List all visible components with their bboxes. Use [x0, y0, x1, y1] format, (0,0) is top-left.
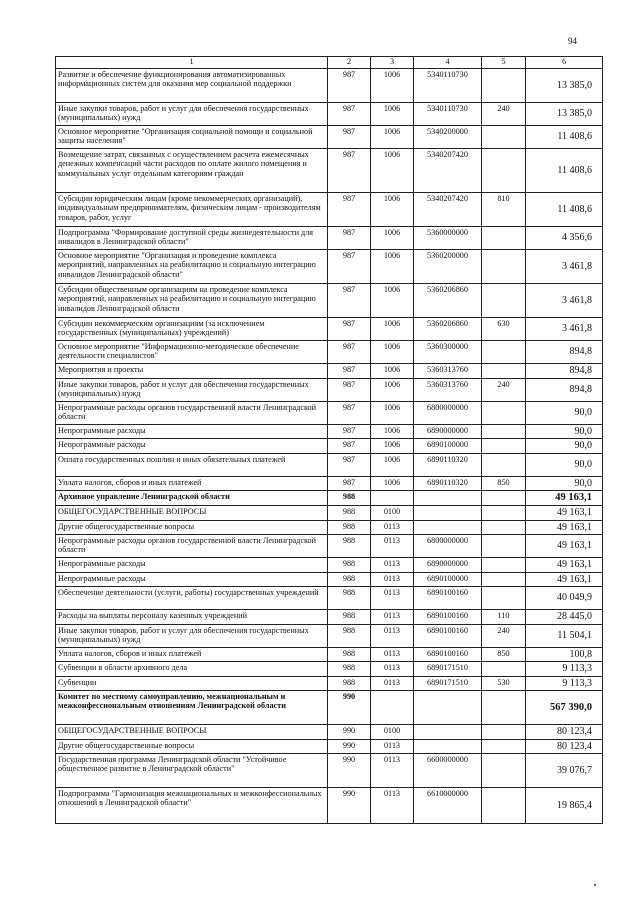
row-target-cell: 5360206860 [414, 284, 482, 318]
row-section-cell: 0113 [371, 624, 414, 647]
row-name-cell: ОБЩЕГОСУДАРСТВЕННЫЕ ВОПРОСЫ [56, 506, 328, 521]
row-name-cell: Субсидии общественным организациям на проведение комплекса мероприятий, направленных на реабилитацию и социальную интеграцию инвалидов Ленинградской области [56, 284, 328, 318]
table-row [56, 341, 603, 364]
row-code-cell: 990 [328, 739, 371, 754]
row-code-cell: 987 [328, 149, 371, 193]
row-type-cell: 110 [482, 610, 526, 625]
row-type-cell [482, 691, 526, 725]
row-name-cell: Субвенции в области архивного дела [56, 662, 328, 677]
row-section-cell [371, 491, 414, 506]
table-row [56, 535, 603, 558]
row-amount-cell: 567 390,0 [526, 691, 603, 725]
row-target-cell [414, 691, 482, 725]
row-code-cell: 987 [328, 250, 371, 284]
row-type-cell: 240 [482, 103, 526, 126]
row-code-cell: 987 [328, 439, 371, 454]
row-name-cell: Комитет по местному самоуправлению, межнациональным и межконфессиональным отношениям Ленинградской области [56, 691, 328, 725]
row-section-cell [371, 691, 414, 725]
row-type-cell [482, 149, 526, 193]
row-section-cell: 0113 [371, 739, 414, 754]
row-name-cell: Основное мероприятие "Информационно-методическое обеспечение деятельности специалистов" [56, 341, 328, 364]
row-amount-cell: 11 408,6 [526, 193, 603, 227]
row-code-cell: 987 [328, 126, 371, 149]
row-target-cell: 5360313760 [414, 364, 482, 379]
row-type-cell: 530 [482, 676, 526, 691]
row-amount-cell: 90,0 [526, 424, 603, 439]
row-name-cell: Непрограммные расходы [56, 439, 328, 454]
row-code-cell: 988 [328, 587, 371, 610]
table-row [56, 587, 603, 610]
row-amount-cell: 11 504,1 [526, 624, 603, 647]
row-target-cell: 5360206860 [414, 318, 482, 341]
table-row [56, 691, 603, 725]
row-name-cell: Основное мероприятие "Организация и проведение комплекса мероприятий, направленных на реабилитацию и социальную интеграцию инвалидов Ленинградской области" [56, 250, 328, 284]
table-row [56, 126, 603, 149]
row-section-cell: 1006 [371, 401, 414, 424]
table-row [56, 558, 603, 573]
row-amount-cell: 9 113,3 [526, 676, 603, 691]
row-code-cell: 988 [328, 558, 371, 573]
row-section-cell: 1006 [371, 341, 414, 364]
table-row [56, 193, 603, 227]
row-type-cell [482, 558, 526, 573]
row-section-cell: 1006 [371, 284, 414, 318]
row-target-cell [414, 739, 482, 754]
row-section-cell: 0113 [371, 788, 414, 824]
row-type-cell: 240 [482, 378, 526, 401]
row-name-cell: Субвенции [56, 676, 328, 691]
row-type-cell [482, 739, 526, 754]
row-code-cell: 987 [328, 193, 371, 227]
row-target-cell: 5360000000 [414, 227, 482, 250]
table-row [56, 424, 603, 439]
row-amount-cell: 28 445,0 [526, 610, 603, 625]
row-section-cell: 0113 [371, 676, 414, 691]
row-type-cell [482, 364, 526, 379]
row-code-cell: 988 [328, 520, 371, 535]
table-row [56, 520, 603, 535]
row-section-cell: 0113 [371, 754, 414, 788]
row-name-cell: Субсидии юридическим лицам (кроме некоммерческих организаций), индивидуальным предпринимателям, физическим лицам - производителям товаров, работ, услуг [56, 193, 328, 227]
table-row [56, 149, 603, 193]
row-amount-cell: 80 123,4 [526, 725, 603, 740]
row-amount-cell: 11 408,6 [526, 149, 603, 193]
row-section-cell: 0113 [371, 572, 414, 587]
row-amount-cell: 4 356,6 [526, 227, 603, 250]
row-code-cell: 990 [328, 754, 371, 788]
row-target-cell: 6610000000 [414, 788, 482, 824]
table-row [56, 491, 603, 506]
row-type-cell [482, 662, 526, 677]
table-row [56, 439, 603, 454]
row-target-cell: 5360300000 [414, 341, 482, 364]
row-section-cell: 1006 [371, 103, 414, 126]
row-section-cell: 1006 [371, 193, 414, 227]
row-name-cell: Субсидии некоммерческим организациям (за исключением государственных (муниципальных) учреждений) [56, 318, 328, 341]
row-name-cell: Уплата налогов, сборов и иных платежей [56, 476, 328, 491]
row-amount-cell: 9 113,3 [526, 662, 603, 677]
row-name-cell: Иные закупки товаров, работ и услуг для обеспечения государственных (муниципальных) нужд [56, 378, 328, 401]
row-code-cell: 987 [328, 424, 371, 439]
table-row [56, 476, 603, 491]
row-target-cell: 5340110730 [414, 69, 482, 103]
row-amount-cell: 13 385,0 [526, 69, 603, 103]
row-amount-cell: 894,8 [526, 378, 603, 401]
row-type-cell [482, 401, 526, 424]
table-row [56, 250, 603, 284]
row-amount-cell: 100,8 [526, 647, 603, 662]
row-amount-cell: 40 049,9 [526, 587, 603, 610]
column-header: 1 [56, 57, 328, 69]
row-type-cell [482, 520, 526, 535]
row-section-cell: 1006 [371, 364, 414, 379]
row-code-cell: 987 [328, 103, 371, 126]
row-amount-cell: 90,0 [526, 401, 603, 424]
row-amount-cell: 3 461,8 [526, 284, 603, 318]
column-header: 4 [414, 57, 482, 69]
row-section-cell: 0113 [371, 610, 414, 625]
row-target-cell [414, 491, 482, 506]
row-section-cell: 1006 [371, 424, 414, 439]
row-section-cell: 0113 [371, 647, 414, 662]
table-row [56, 662, 603, 677]
row-type-cell [482, 284, 526, 318]
table-row [56, 676, 603, 691]
row-amount-cell: 49 163,1 [526, 520, 603, 535]
row-name-cell: Возмещение затрат, связанных с осуществлением расчета ежемесячных денежных компенсаций части расходов по оплате жилого помещения и коммунальных услуг отдельным категориям граждан [56, 149, 328, 193]
row-section-cell: 0113 [371, 587, 414, 610]
row-amount-cell: 90,0 [526, 476, 603, 491]
row-type-cell [482, 341, 526, 364]
row-section-cell: 1006 [371, 149, 414, 193]
row-amount-cell: 3 461,8 [526, 318, 603, 341]
table-row [56, 754, 603, 788]
row-target-cell: 6890171510 [414, 676, 482, 691]
row-amount-cell: 49 163,1 [526, 558, 603, 573]
row-code-cell: 990 [328, 725, 371, 740]
column-header: 3 [371, 57, 414, 69]
row-section-cell: 0113 [371, 520, 414, 535]
row-type-cell: 850 [482, 647, 526, 662]
row-section-cell: 1006 [371, 250, 414, 284]
row-section-cell: 0113 [371, 662, 414, 677]
row-section-cell: 1006 [371, 439, 414, 454]
row-code-cell: 987 [328, 318, 371, 341]
budget-table [55, 56, 603, 824]
column-header: 6 [526, 57, 603, 69]
row-target-cell: 5360313760 [414, 378, 482, 401]
row-target-cell: 5340200000 [414, 126, 482, 149]
row-type-cell [482, 491, 526, 506]
row-target-cell [414, 520, 482, 535]
table-row [56, 103, 603, 126]
row-type-cell [482, 754, 526, 788]
row-target-cell: 6890100000 [414, 572, 482, 587]
row-code-cell: 988 [328, 624, 371, 647]
row-target-cell: 6890100160 [414, 624, 482, 647]
row-code-cell: 988 [328, 662, 371, 677]
row-name-cell: Мероприятия и проекты [56, 364, 328, 379]
row-target-cell: 6890171510 [414, 662, 482, 677]
row-target-cell: 6800000000 [414, 401, 482, 424]
row-type-cell: 810 [482, 193, 526, 227]
table-row [56, 453, 603, 476]
column-header: 5 [482, 57, 526, 69]
row-target-cell: 6890110320 [414, 453, 482, 476]
row-name-cell: Основное мероприятие "Организация социальной помощи и социальной защиты населения" [56, 126, 328, 149]
table-row [56, 572, 603, 587]
row-amount-cell: 11 408,6 [526, 126, 603, 149]
row-name-cell: ОБЩЕГОСУДАРСТВЕННЫЕ ВОПРОСЫ [56, 725, 328, 740]
row-amount-cell: 894,8 [526, 341, 603, 364]
row-code-cell: 987 [328, 227, 371, 250]
row-section-cell: 0113 [371, 558, 414, 573]
table-row [56, 624, 603, 647]
row-target-cell: 5360200000 [414, 250, 482, 284]
row-code-cell: 987 [328, 453, 371, 476]
row-code-cell: 987 [328, 476, 371, 491]
column-header: 2 [328, 57, 371, 69]
row-code-cell: 987 [328, 341, 371, 364]
table-row [56, 610, 603, 625]
table-row [56, 788, 603, 824]
table-row [56, 284, 603, 318]
row-section-cell: 0100 [371, 506, 414, 521]
row-amount-cell: 49 163,1 [526, 572, 603, 587]
row-amount-cell: 90,0 [526, 453, 603, 476]
row-type-cell [482, 535, 526, 558]
row-target-cell [414, 506, 482, 521]
row-amount-cell: 90,0 [526, 439, 603, 454]
row-section-cell: 1006 [371, 378, 414, 401]
row-code-cell: 988 [328, 610, 371, 625]
row-section-cell: 1006 [371, 476, 414, 491]
row-section-cell: 0113 [371, 535, 414, 558]
table-row [56, 318, 603, 341]
row-section-cell: 1006 [371, 227, 414, 250]
row-name-cell: Архивное управление Ленинградской области [56, 491, 328, 506]
row-name-cell: Иные закупки товаров, работ и услуг для обеспечения государственных (муниципальных) нужд [56, 624, 328, 647]
table-row [56, 739, 603, 754]
row-type-cell: 850 [482, 476, 526, 491]
row-target-cell: 6890100160 [414, 610, 482, 625]
row-section-cell: 0100 [371, 725, 414, 740]
row-name-cell: Развитие и обеспечение функционирования автоматизированных информационных систем для оказания мер социальной поддержки [56, 69, 328, 103]
row-name-cell: Уплата налогов, сборов и иных платежей [56, 647, 328, 662]
row-code-cell: 988 [328, 572, 371, 587]
row-type-cell [482, 725, 526, 740]
row-type-cell [482, 69, 526, 103]
row-code-cell: 990 [328, 691, 371, 725]
row-name-cell: Непрограммные расходы органов государственной власти Ленинградской области [56, 401, 328, 424]
row-name-cell: Непрограммные расходы органов государственной власти Ленинградской области [56, 535, 328, 558]
row-name-cell: Подпрограмма "Формирование доступной среды жизнедеятельности для инвалидов в Ленинградской области" [56, 227, 328, 250]
table-row [56, 227, 603, 250]
table-row [56, 364, 603, 379]
row-amount-cell: 80 123,4 [526, 739, 603, 754]
row-name-cell: Иные закупки товаров, работ и услуг для обеспечения государственных (муниципальных) нужд [56, 103, 328, 126]
row-type-cell: 630 [482, 318, 526, 341]
row-type-cell [482, 424, 526, 439]
row-target-cell [414, 725, 482, 740]
row-target-cell: 5340207420 [414, 149, 482, 193]
row-type-cell [482, 572, 526, 587]
row-section-cell: 1006 [371, 318, 414, 341]
row-name-cell: Другие общегосударственные вопросы [56, 739, 328, 754]
row-code-cell: 988 [328, 676, 371, 691]
row-name-cell: Обеспечение деятельности (услуги, работы) государственных учреждений [56, 587, 328, 610]
row-section-cell: 1006 [371, 126, 414, 149]
row-code-cell: 987 [328, 284, 371, 318]
table-row [56, 69, 603, 103]
row-name-cell: Непрограммные расходы [56, 424, 328, 439]
row-section-cell: 1006 [371, 453, 414, 476]
row-code-cell: 987 [328, 364, 371, 379]
row-amount-cell: 49 163,1 [526, 535, 603, 558]
page-number: 94 [568, 36, 577, 46]
row-code-cell: 988 [328, 647, 371, 662]
table-header-row [56, 57, 603, 69]
row-target-cell: 6890000000 [414, 558, 482, 573]
row-type-cell [482, 453, 526, 476]
row-code-cell: 987 [328, 401, 371, 424]
table-row [56, 725, 603, 740]
row-target-cell: 6600000000 [414, 754, 482, 788]
row-type-cell [482, 587, 526, 610]
row-code-cell: 990 [328, 788, 371, 824]
row-code-cell: 987 [328, 378, 371, 401]
table-row [56, 506, 603, 521]
row-amount-cell: 49 163,1 [526, 506, 603, 521]
row-type-cell [482, 439, 526, 454]
scan-mark [594, 884, 596, 886]
row-type-cell [482, 126, 526, 149]
row-name-cell: Непрограммные расходы [56, 572, 328, 587]
row-amount-cell: 39 076,7 [526, 754, 603, 788]
row-code-cell: 988 [328, 506, 371, 521]
row-name-cell: Непрограммные расходы [56, 558, 328, 573]
table-row [56, 378, 603, 401]
row-name-cell: Подпрограмма "Гармонизация межнациональных и межконфессиональных отношений в Ленинградской области" [56, 788, 328, 824]
row-target-cell: 5340110730 [414, 103, 482, 126]
table-body [56, 69, 603, 824]
row-amount-cell: 49 163,1 [526, 491, 603, 506]
row-target-cell: 5340207420 [414, 193, 482, 227]
row-type-cell [482, 788, 526, 824]
row-type-cell: 240 [482, 624, 526, 647]
row-target-cell: 6890100160 [414, 587, 482, 610]
row-code-cell: 987 [328, 69, 371, 103]
row-code-cell: 988 [328, 491, 371, 506]
row-name-cell: Оплата государственных пошлин и иных обязательных платежей [56, 453, 328, 476]
row-amount-cell: 19 865,4 [526, 788, 603, 824]
row-type-cell [482, 250, 526, 284]
table-row [56, 401, 603, 424]
row-name-cell: Государственная программа Ленинградской области "Устойчивое общественное развитие в Ленинградской области" [56, 754, 328, 788]
row-target-cell: 6890000000 [414, 424, 482, 439]
row-name-cell: Другие общегосударственные вопросы [56, 520, 328, 535]
row-type-cell [482, 506, 526, 521]
row-section-cell: 1006 [371, 69, 414, 103]
row-name-cell: Расходы на выплаты персоналу казенных учреждений [56, 610, 328, 625]
row-target-cell: 6800000000 [414, 535, 482, 558]
row-target-cell: 6890100160 [414, 647, 482, 662]
row-amount-cell: 894,8 [526, 364, 603, 379]
row-target-cell: 6890100000 [414, 439, 482, 454]
row-target-cell: 6890110320 [414, 476, 482, 491]
table-row [56, 647, 603, 662]
row-type-cell [482, 227, 526, 250]
row-amount-cell: 3 461,8 [526, 250, 603, 284]
row-code-cell: 988 [328, 535, 371, 558]
row-amount-cell: 13 385,0 [526, 103, 603, 126]
